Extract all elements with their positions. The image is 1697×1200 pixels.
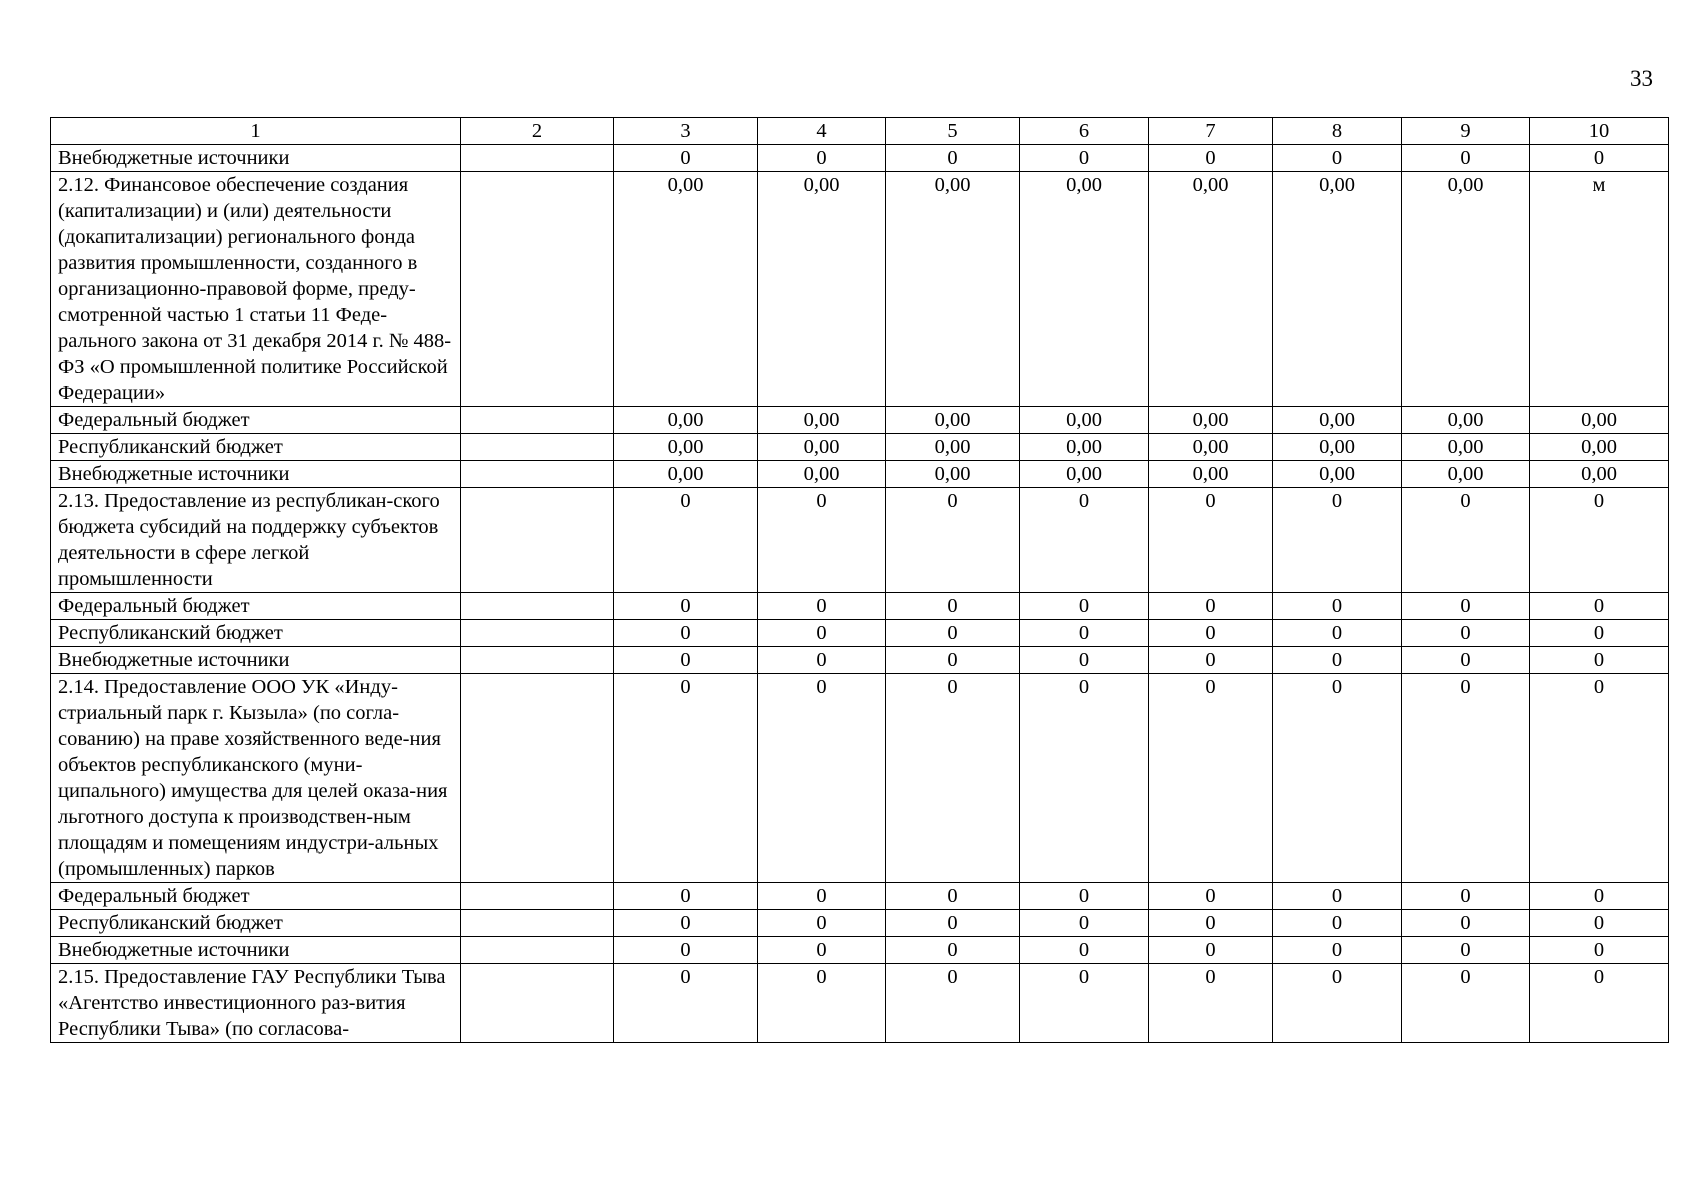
table-row xyxy=(51,674,1669,883)
row-col2 xyxy=(461,488,614,593)
row-value-col6: 0 xyxy=(1020,647,1149,674)
row-col2 xyxy=(461,674,614,883)
row-value-col7: 0 xyxy=(1149,488,1273,593)
table-row xyxy=(51,461,1669,488)
row-value-col10: 0 xyxy=(1530,910,1669,937)
row-value-col3: 0 xyxy=(614,910,758,937)
row-value-col6: 0 xyxy=(1020,937,1149,964)
table-body xyxy=(51,118,1669,1043)
row-value-col5: 0,00 xyxy=(886,461,1020,488)
row-label: 2.12. Финансовое обеспечение создания (капитализации) и (или) деятельности (докапитализации) регионального фонда развития промышленности, созданного в организационно-правовой форме, преду-смотренной частью 1 статьи 11 Феде-рального закона от 31 декабря 2014 г. № 488-ФЗ «О промышленной политике Российской Федерации» xyxy=(51,172,461,407)
row-value-col6: 0,00 xyxy=(1020,407,1149,434)
column-number-9: 9 xyxy=(1402,118,1530,145)
row-value-col9: 0 xyxy=(1402,674,1530,883)
row-col2 xyxy=(461,937,614,964)
row-value-col3: 0 xyxy=(614,593,758,620)
row-value-col3: 0,00 xyxy=(614,407,758,434)
row-value-col8: 0 xyxy=(1273,488,1402,593)
row-value-col8: 0 xyxy=(1273,620,1402,647)
row-value-col5: 0 xyxy=(886,647,1020,674)
row-value-col9: 0,00 xyxy=(1402,434,1530,461)
row-value-col9: 0,00 xyxy=(1402,172,1530,407)
table-row xyxy=(51,145,1669,172)
row-value-col7: 0 xyxy=(1149,620,1273,647)
row-value-col5: 0,00 xyxy=(886,407,1020,434)
row-value-col8: 0 xyxy=(1273,910,1402,937)
row-value-col3: 0 xyxy=(614,964,758,1043)
column-number-5: 5 xyxy=(886,118,1020,145)
row-value-col7: 0,00 xyxy=(1149,407,1273,434)
column-number-2: 2 xyxy=(461,118,614,145)
row-value-col5: 0 xyxy=(886,937,1020,964)
row-label: Республиканский бюджет xyxy=(51,620,461,647)
row-col2 xyxy=(461,647,614,674)
row-col2 xyxy=(461,964,614,1043)
column-number-3: 3 xyxy=(614,118,758,145)
financing-table xyxy=(50,117,1669,1043)
row-label: 2.13. Предоставление из республикан-ского бюджета субсидий на поддержку субъектов деятельности в сфере легкой промышленности xyxy=(51,488,461,593)
row-label: Внебюджетные источники xyxy=(51,647,461,674)
row-value-col4: 0 xyxy=(758,910,886,937)
table-row xyxy=(51,937,1669,964)
row-col2 xyxy=(461,434,614,461)
row-value-col8: 0 xyxy=(1273,593,1402,620)
row-value-col10: 0 xyxy=(1530,937,1669,964)
table-row xyxy=(51,488,1669,593)
row-label: Внебюджетные источники xyxy=(51,461,461,488)
row-value-col8: 0 xyxy=(1273,964,1402,1043)
row-col2 xyxy=(461,910,614,937)
row-value-col10: 0,00 xyxy=(1530,407,1669,434)
row-value-col6: 0,00 xyxy=(1020,434,1149,461)
table-row xyxy=(51,407,1669,434)
row-value-col4: 0,00 xyxy=(758,407,886,434)
row-value-col10: 0 xyxy=(1530,620,1669,647)
row-col2 xyxy=(461,461,614,488)
column-number-1: 1 xyxy=(51,118,461,145)
column-number-6: 6 xyxy=(1020,118,1149,145)
row-value-col8: 0,00 xyxy=(1273,461,1402,488)
row-value-col9: 0 xyxy=(1402,964,1530,1043)
row-value-col10: 0,00 xyxy=(1530,461,1669,488)
row-label: 2.15. Предоставление ГАУ Республики Тыва «Агентство инвестиционного раз-вития Республики Тыва» (по согласова- xyxy=(51,964,461,1043)
table-row xyxy=(51,910,1669,937)
row-value-col10: 0,00 xyxy=(1530,434,1669,461)
row-value-col5: 0 xyxy=(886,674,1020,883)
row-value-col3: 0 xyxy=(614,883,758,910)
table-row xyxy=(51,647,1669,674)
row-label: Федеральный бюджет xyxy=(51,593,461,620)
row-col2 xyxy=(461,883,614,910)
row-label: Федеральный бюджет xyxy=(51,883,461,910)
row-value-col10: 0 xyxy=(1530,964,1669,1043)
row-value-col7: 0 xyxy=(1149,910,1273,937)
row-value-col3: 0 xyxy=(614,937,758,964)
page-number: 33 xyxy=(1630,66,1653,91)
row-value-col4: 0 xyxy=(758,620,886,647)
row-value-col7: 0 xyxy=(1149,674,1273,883)
row-value-col3: 0,00 xyxy=(614,461,758,488)
row-value-col5: 0,00 xyxy=(886,172,1020,407)
row-value-col8: 0 xyxy=(1273,883,1402,910)
table-row xyxy=(51,434,1669,461)
row-value-col5: 0 xyxy=(886,620,1020,647)
row-value-col8: 0 xyxy=(1273,674,1402,883)
row-value-col7: 0,00 xyxy=(1149,172,1273,407)
row-value-col4: 0,00 xyxy=(758,461,886,488)
row-value-col3: 0,00 xyxy=(614,434,758,461)
row-value-col3: 0,00 xyxy=(614,172,758,407)
row-value-col4: 0 xyxy=(758,488,886,593)
row-value-col7: 0 xyxy=(1149,647,1273,674)
row-col2 xyxy=(461,407,614,434)
row-value-col10: м xyxy=(1530,172,1669,407)
row-label: Республиканский бюджет xyxy=(51,434,461,461)
row-value-col9: 0,00 xyxy=(1402,461,1530,488)
row-value-col9: 0 xyxy=(1402,145,1530,172)
column-number-4: 4 xyxy=(758,118,886,145)
row-value-col7: 0 xyxy=(1149,964,1273,1043)
row-value-col7: 0 xyxy=(1149,937,1273,964)
row-value-col7: 0,00 xyxy=(1149,461,1273,488)
row-value-col4: 0 xyxy=(758,674,886,883)
row-value-col7: 0 xyxy=(1149,593,1273,620)
row-value-col8: 0,00 xyxy=(1273,434,1402,461)
row-value-col3: 0 xyxy=(614,145,758,172)
row-value-col4: 0 xyxy=(758,937,886,964)
row-value-col9: 0 xyxy=(1402,620,1530,647)
row-value-col4: 0 xyxy=(758,593,886,620)
table-row xyxy=(51,964,1669,1043)
row-col2 xyxy=(461,593,614,620)
row-value-col5: 0 xyxy=(886,910,1020,937)
row-label: Внебюджетные источники xyxy=(51,937,461,964)
row-label: 2.14. Предоставление ООО УК «Инду-стриальный парк г. Кызыла» (по согла-сованию) на праве хозяйственного веде-ния объектов республиканского (муни-ципального) имущества для целей оказа-ния льготного доступа к производствен-ным площадям и помещениям индустри-альных (промышленных) парков xyxy=(51,674,461,883)
row-value-col6: 0 xyxy=(1020,620,1149,647)
row-value-col3: 0 xyxy=(614,647,758,674)
row-value-col9: 0 xyxy=(1402,883,1530,910)
row-value-col6: 0 xyxy=(1020,593,1149,620)
row-value-col10: 0 xyxy=(1530,674,1669,883)
row-value-col9: 0 xyxy=(1402,488,1530,593)
row-value-col8: 0,00 xyxy=(1273,407,1402,434)
row-value-col9: 0 xyxy=(1402,937,1530,964)
row-value-col6: 0 xyxy=(1020,883,1149,910)
row-value-col5: 0 xyxy=(886,145,1020,172)
row-value-col9: 0,00 xyxy=(1402,407,1530,434)
row-col2 xyxy=(461,620,614,647)
row-label: Республиканский бюджет xyxy=(51,910,461,937)
row-value-col10: 0 xyxy=(1530,593,1669,620)
row-label: Внебюджетные источники xyxy=(51,145,461,172)
row-label: Федеральный бюджет xyxy=(51,407,461,434)
row-value-col6: 0,00 xyxy=(1020,461,1149,488)
row-value-col5: 0,00 xyxy=(886,434,1020,461)
row-value-col4: 0 xyxy=(758,647,886,674)
row-value-col5: 0 xyxy=(886,883,1020,910)
table-row xyxy=(51,172,1669,407)
row-value-col10: 0 xyxy=(1530,488,1669,593)
row-value-col4: 0 xyxy=(758,883,886,910)
row-value-col6: 0,00 xyxy=(1020,172,1149,407)
row-value-col7: 0,00 xyxy=(1149,434,1273,461)
column-number-7: 7 xyxy=(1149,118,1273,145)
row-value-col7: 0 xyxy=(1149,883,1273,910)
row-value-col6: 0 xyxy=(1020,910,1149,937)
row-value-col8: 0 xyxy=(1273,145,1402,172)
row-value-col8: 0 xyxy=(1273,937,1402,964)
row-value-col8: 0,00 xyxy=(1273,172,1402,407)
row-value-col5: 0 xyxy=(886,964,1020,1043)
row-value-col10: 0 xyxy=(1530,145,1669,172)
table-row xyxy=(51,620,1669,647)
row-value-col10: 0 xyxy=(1530,883,1669,910)
table-row xyxy=(51,593,1669,620)
table-row xyxy=(51,883,1669,910)
row-value-col10: 0 xyxy=(1530,647,1669,674)
row-value-col9: 0 xyxy=(1402,647,1530,674)
row-value-col7: 0 xyxy=(1149,145,1273,172)
row-value-col4: 0 xyxy=(758,964,886,1043)
row-value-col5: 0 xyxy=(886,488,1020,593)
row-value-col8: 0 xyxy=(1273,647,1402,674)
row-value-col5: 0 xyxy=(886,593,1020,620)
row-value-col3: 0 xyxy=(614,620,758,647)
row-value-col6: 0 xyxy=(1020,964,1149,1043)
row-value-col6: 0 xyxy=(1020,674,1149,883)
row-value-col6: 0 xyxy=(1020,488,1149,593)
row-value-col9: 0 xyxy=(1402,910,1530,937)
column-number-row xyxy=(51,118,1669,145)
row-value-col3: 0 xyxy=(614,674,758,883)
row-value-col3: 0 xyxy=(614,488,758,593)
row-value-col9: 0 xyxy=(1402,593,1530,620)
row-value-col4: 0,00 xyxy=(758,434,886,461)
column-number-8: 8 xyxy=(1273,118,1402,145)
row-value-col4: 0,00 xyxy=(758,172,886,407)
row-col2 xyxy=(461,172,614,407)
row-value-col4: 0 xyxy=(758,145,886,172)
row-value-col6: 0 xyxy=(1020,145,1149,172)
row-col2 xyxy=(461,145,614,172)
column-number-10: 10 xyxy=(1530,118,1669,145)
